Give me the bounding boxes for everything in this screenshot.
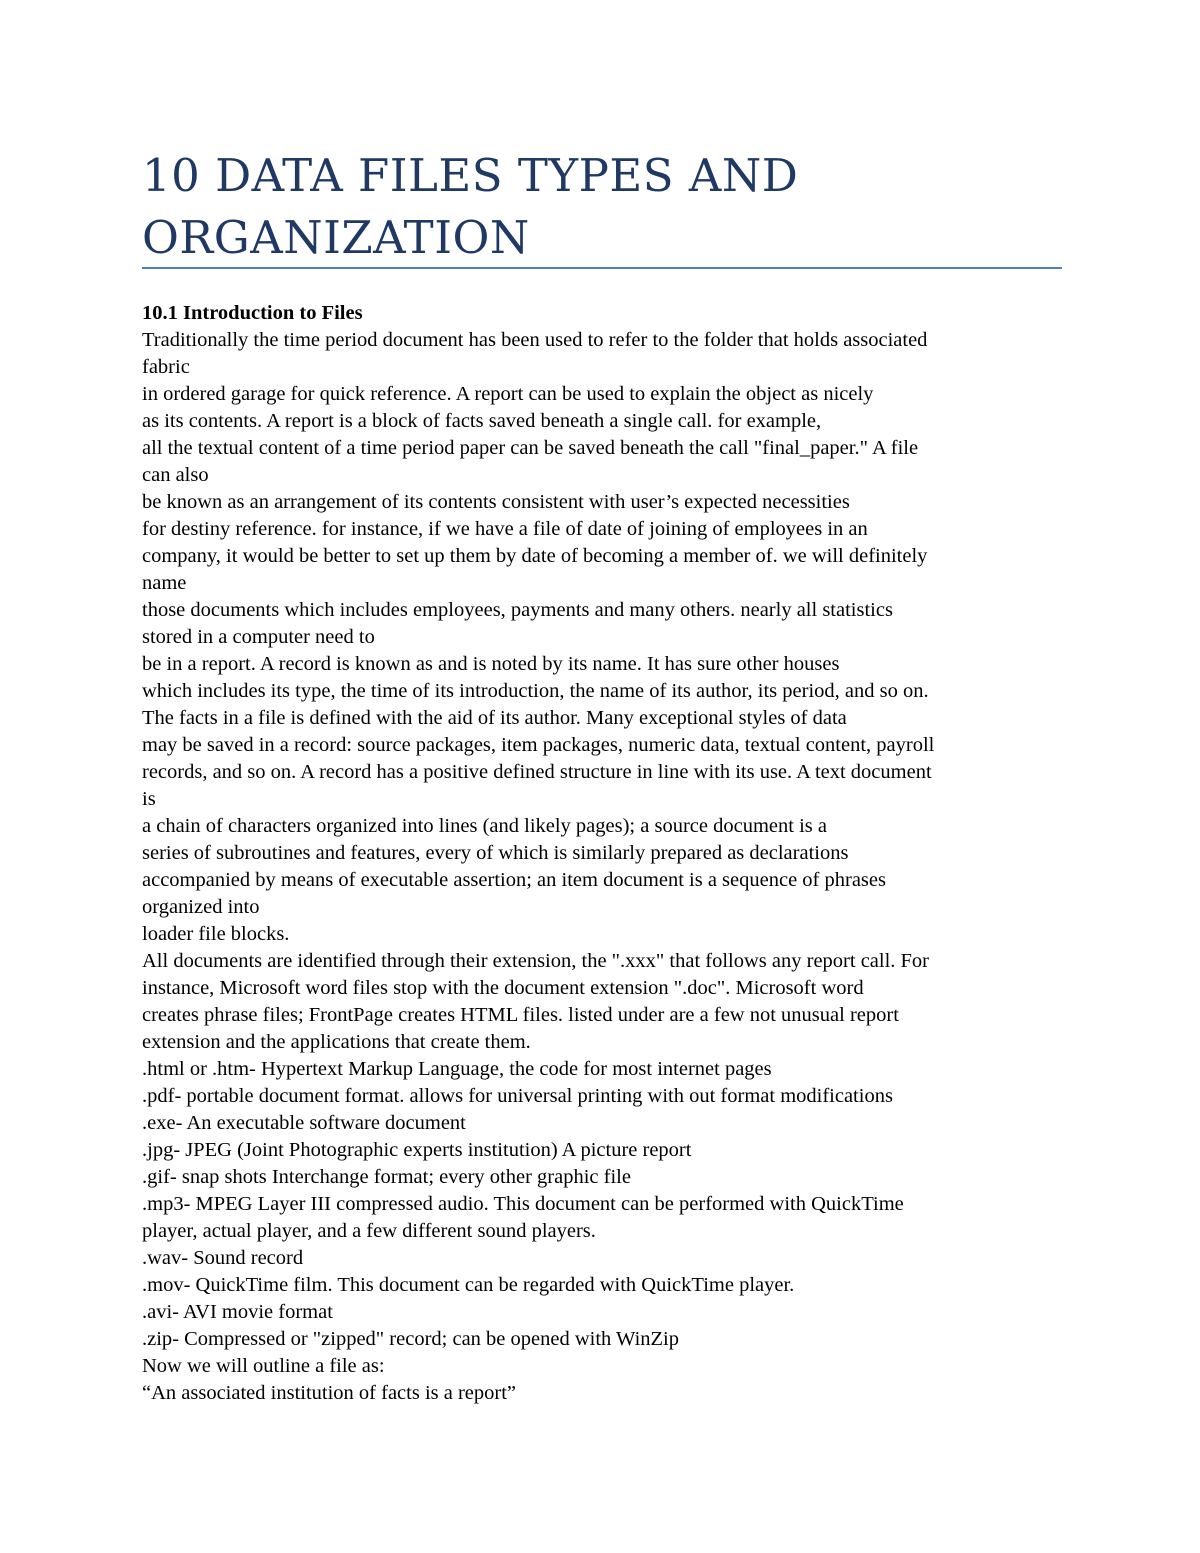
text-line: which includes its type, the time of its introduction, the name of its author, its period, and so on.	[142, 680, 929, 702]
text-line: .zip- Compressed or "zipped" record; can be opened with WinZip	[142, 1328, 679, 1350]
page-title	[142, 145, 1062, 269]
text-line: Now we will outline a file as:	[142, 1355, 385, 1377]
text-line: in ordered garage for quick reference. A report can be used to explain the object as nicely	[142, 383, 874, 405]
text-line: Traditionally the time period document has been used to refer to the folder that holds associated	[142, 329, 928, 351]
text-line: .mov- QuickTime film. This document can be regarded with QuickTime player.	[142, 1274, 795, 1296]
text-line: records, and so on. A record has a positive defined structure in line with its use. A text document	[142, 761, 932, 783]
text-line: series of subroutines and features, every of which is similarly prepared as declarations	[142, 842, 849, 864]
text-line: name	[142, 572, 187, 594]
text-line: .avi- AVI movie format	[142, 1301, 333, 1323]
text-line: be known as an arrangement of its contents consistent with user’s expected necessities	[142, 491, 850, 513]
text-line: .gif- snap shots Interchange format; every other graphic file	[142, 1166, 631, 1188]
text-line: those documents which includes employees, payments and many others. nearly all statistics	[142, 599, 893, 621]
text-line: be in a report. A record is known as and is noted by its name. It has sure other houses	[142, 653, 840, 675]
text-line: a chain of characters organized into lines (and likely pages); a source document is a	[142, 815, 827, 837]
text-line: fabric	[142, 356, 190, 378]
text-line: organized into	[142, 896, 260, 918]
text-line: .jpg- JPEG (Joint Photographic experts institution) A picture report	[142, 1139, 692, 1161]
text-line: The facts in a file is defined with the aid of its author. Many exceptional styles of data	[142, 707, 847, 729]
page-title-line-1: 10 DATA FILES TYPES AND	[142, 149, 799, 202]
text-line: “An associated institution of facts is a report”	[142, 1382, 517, 1404]
text-line: .wav- Sound record	[142, 1247, 304, 1269]
text-line: all the textual content of a time period paper can be saved beneath the call "final_paper." A file	[142, 437, 919, 459]
text-line: player, actual player, and a few different sound players.	[142, 1220, 596, 1242]
text-line: creates phrase files; FrontPage creates HTML files. listed under are a few not unusual report	[142, 1004, 899, 1026]
text-line: is	[142, 788, 156, 810]
title-underline-divider	[142, 267, 1062, 269]
text-line: company, it would be better to set up them by date of becoming a member of. we will definitely	[142, 545, 928, 567]
page-title-line-2: ORGANIZATION	[142, 211, 530, 264]
text-line: instance, Microsoft word files stop with the document extension ".doc". Microsoft word	[142, 977, 864, 999]
text-line: .pdf- portable document format. allows for universal printing with out format modifications	[142, 1085, 893, 1107]
text-line: stored in a computer need to	[142, 626, 375, 648]
text-line: .mp3- MPEG Layer III compressed audio. This document can be performed with QuickTime	[142, 1193, 904, 1215]
section-heading: 10.1 Introduction to Files	[142, 302, 363, 324]
text-line: .exe- An executable software document	[142, 1112, 466, 1134]
document-body	[142, 300, 1072, 1407]
text-line: All documents are identified through their extension, the ".xxx" that follows any report call. For	[142, 950, 930, 972]
text-line: may be saved in a record: source packages, item packages, numeric data, textual content, payroll	[142, 734, 935, 756]
text-line: can also	[142, 464, 209, 486]
text-line: .html or .htm- Hypertext Markup Language, the code for most internet pages	[142, 1058, 772, 1080]
text-line: for destiny reference. for instance, if we have a file of date of joining of employees in an	[142, 518, 868, 540]
text-line: loader file blocks.	[142, 923, 290, 945]
text-line: accompanied by means of executable assertion; an item document is a sequence of phrases	[142, 869, 886, 891]
text-line: extension and the applications that create them.	[142, 1031, 531, 1053]
text-line: as its contents. A report is a block of facts saved beneath a single call. for example,	[142, 410, 822, 432]
section-paragraphs	[142, 327, 1072, 1407]
